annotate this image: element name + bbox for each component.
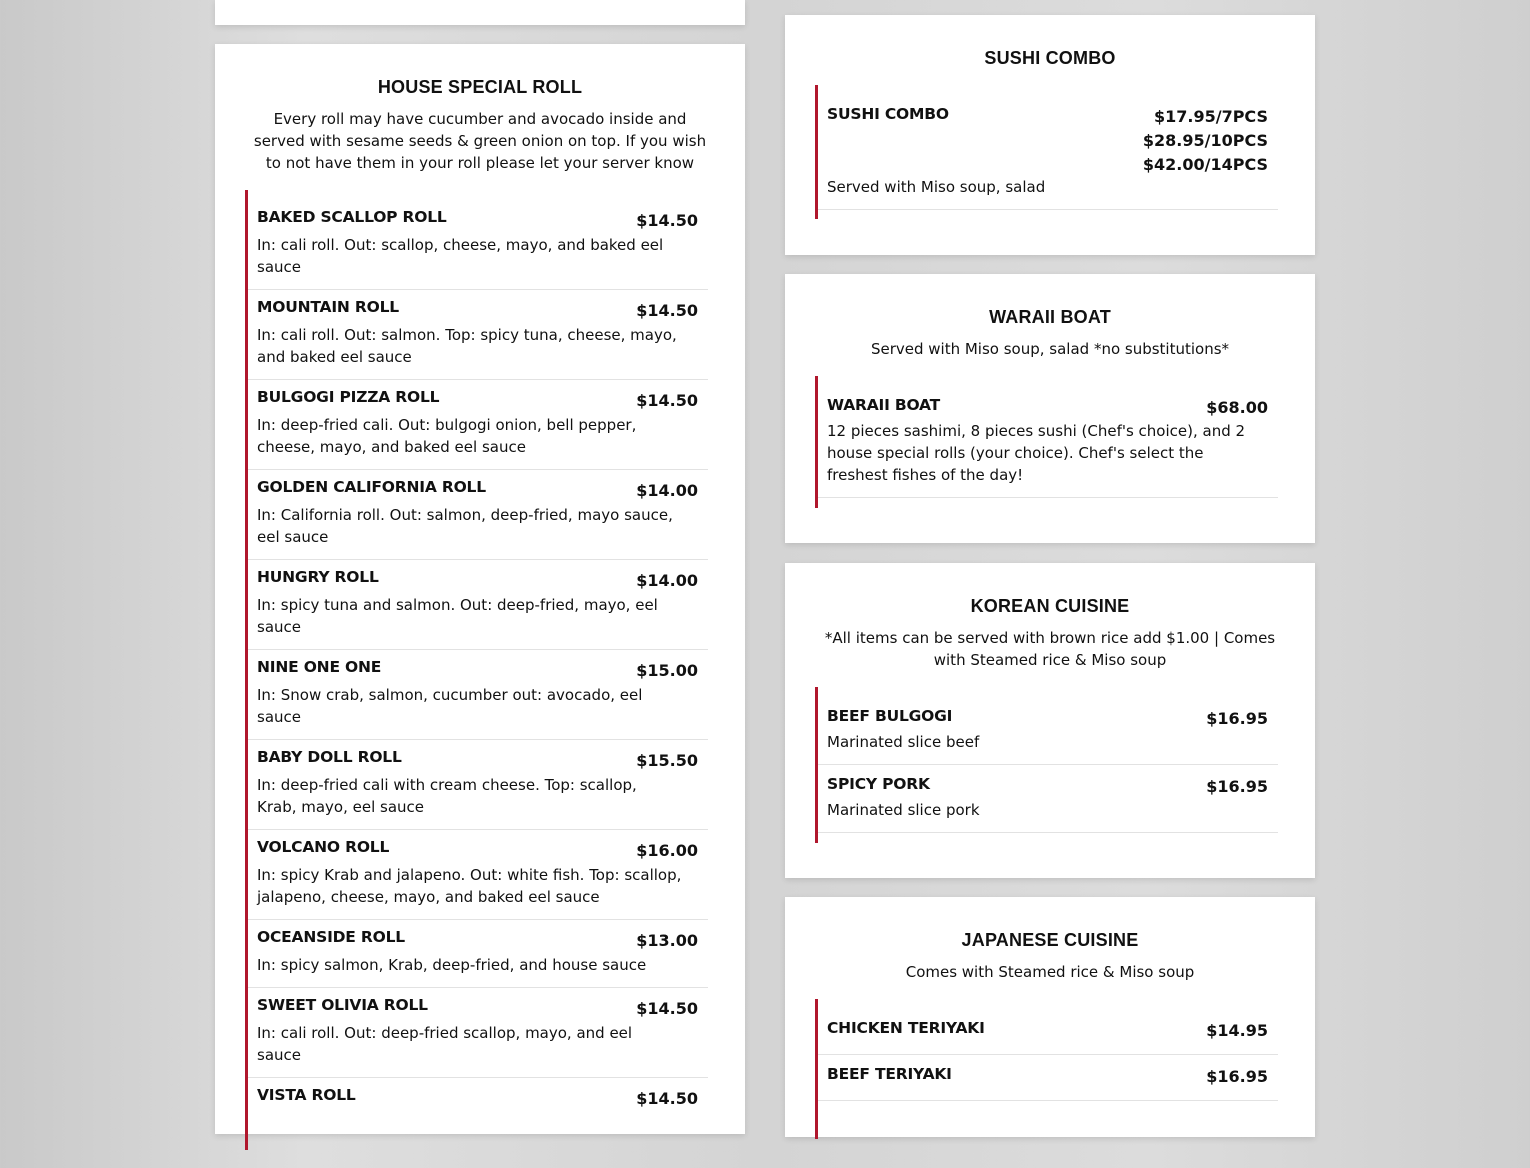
- menu-item-description: In: cali roll. Out: scallop, cheese, mayo, and baked eel: [257, 236, 664, 254]
- menu-item-name: MOUNTAIN ROLL: [257, 298, 399, 316]
- menu-item-price: $14.50: [636, 301, 698, 320]
- menu-item-list: [815, 687, 1278, 843]
- menu-item[interactable]: [248, 920, 708, 988]
- menu-item[interactable]: [248, 988, 708, 1078]
- menu-item-description: In: spicy tuna and salmon. Out: deep-fried, mayo, eel: [257, 596, 658, 614]
- menu-item-name: BAKED SCALLOP ROLL: [257, 208, 447, 226]
- menu-item-name: SWEET OLIVIA ROLL: [257, 996, 428, 1014]
- menu-item[interactable]: [818, 765, 1278, 833]
- previous-section-card: [215, 0, 745, 25]
- menu-item-description: In: Snow crab, salmon, cucumber out: avocado, eel: [257, 686, 643, 704]
- section-description-line: served with sesame seeds & green onion on top. If you wish: [253, 132, 707, 150]
- menu-item[interactable]: [248, 740, 708, 830]
- section-title: JAPANESE CUISINE: [961, 930, 1139, 950]
- menu-item[interactable]: [248, 650, 708, 740]
- waraii-boat-card: [785, 274, 1315, 543]
- sushi-combo-card: [785, 15, 1315, 255]
- menu-item-price: $28.95/10PCS: [1142, 131, 1268, 150]
- menu-item-description: jalapeno, cheese, mayo, and baked eel sauce: [257, 888, 600, 906]
- menu-item-description: Served with Miso soup, salad: [827, 178, 1046, 196]
- section-description: Comes with Steamed rice & Miso soup: [905, 963, 1195, 981]
- section-title: WARAII BOAT: [989, 307, 1111, 327]
- menu-item-name: SPICY PORK: [827, 775, 930, 793]
- menu-item-description: sauce: [257, 258, 301, 276]
- menu-item-description: In: spicy salmon, Krab, deep-fried, and house sauce: [257, 956, 647, 974]
- menu-item-price: $14.50: [636, 1089, 698, 1108]
- menu-item-description: In: cali roll. Out: salmon. Top: spicy tuna, cheese, mayo,: [257, 326, 677, 344]
- menu-item-price: $68.00: [1206, 398, 1268, 417]
- menu-item-name: BEEF TERIYAKI: [827, 1065, 952, 1083]
- menu-item-price: $15.00: [636, 661, 698, 680]
- menu-item-price: $14.50: [636, 391, 698, 410]
- menu-item-description: In: deep-fried cali with cream cheese. Top: scallop,: [257, 776, 637, 794]
- menu-item[interactable]: [248, 290, 708, 380]
- menu-item-price: $16.00: [636, 841, 698, 860]
- menu-item[interactable]: [818, 999, 1278, 1055]
- section-description: Served with Miso soup, salad *no substitutions*: [870, 340, 1230, 358]
- menu-item-price: $15.50: [636, 751, 698, 770]
- menu-item-price: $16.95: [1206, 1067, 1268, 1086]
- japanese-cuisine-card: [785, 897, 1315, 1137]
- menu-item[interactable]: [248, 470, 708, 560]
- menu-item-name: HUNGRY ROLL: [257, 568, 379, 586]
- menu-item-list: [815, 999, 1278, 1139]
- menu-item-name: BEEF BULGOGI: [827, 707, 953, 725]
- menu-item-name: BULGOGI PIZZA ROLL: [257, 388, 440, 406]
- korean-cuisine-card: [785, 563, 1315, 878]
- menu-item-list: [815, 376, 1278, 508]
- menu-item-name: CHICKEN TERIYAKI: [827, 1019, 985, 1037]
- menu-item[interactable]: [248, 1078, 708, 1168]
- menu-item[interactable]: [818, 1055, 1278, 1101]
- menu-item-name: WARAII BOAT: [827, 396, 940, 414]
- menu-item-name: GOLDEN CALIFORNIA ROLL: [257, 478, 486, 496]
- section-title: HOUSE SPECIAL ROLL: [377, 77, 583, 97]
- house-special-roll-card: [215, 44, 745, 1134]
- menu-item-price: $14.50: [636, 999, 698, 1018]
- menu-item-description: Marinated slice pork: [827, 801, 980, 819]
- menu-item-name: SUSHI COMBO: [827, 105, 949, 123]
- menu-item-description: 12 pieces sashimi, 8 pieces sushi (Chef's choice), and 2: [827, 422, 1246, 440]
- menu-item-description: Krab, mayo, eel sauce: [257, 798, 425, 816]
- menu-item-description: freshest fishes of the day!: [827, 466, 1024, 484]
- menu-item-name: VOLCANO ROLL: [257, 838, 390, 856]
- menu-item-price: $16.95: [1206, 777, 1268, 796]
- menu-item-description: cheese, mayo, and baked eel sauce: [257, 438, 526, 456]
- menu-item-description: In: cali roll. Out: deep-fried scallop, mayo, and eel: [257, 1024, 633, 1042]
- menu-item-price: $14.00: [636, 481, 698, 500]
- section-description-line: *All items can be served with brown rice add $1.00 | Comes: [824, 629, 1276, 647]
- menu-item-description: house special rolls (your choice). Chef's select the: [827, 444, 1204, 462]
- menu-item-list: [245, 190, 708, 1150]
- menu-item-list: [815, 85, 1278, 219]
- menu-item[interactable]: [818, 376, 1278, 498]
- menu-item[interactable]: [818, 687, 1278, 765]
- menu-item-description: In: California roll. Out: salmon, deep-fried, mayo sauce,: [257, 506, 673, 524]
- menu-item-description: eel sauce: [257, 528, 329, 546]
- menu-item[interactable]: [818, 85, 1278, 210]
- menu-item-description: sauce: [257, 708, 301, 726]
- menu-item-name: NINE ONE ONE: [257, 658, 382, 676]
- menu-item-price: $14.00: [636, 571, 698, 590]
- menu-item-description: sauce: [257, 618, 301, 636]
- menu-item-description: In: spicy Krab and jalapeno. Out: white fish. Top: scallop,: [257, 866, 682, 884]
- menu-item-description: and baked eel sauce: [257, 348, 412, 366]
- menu-item-price: $16.95: [1206, 709, 1268, 728]
- section-title: SUSHI COMBO: [984, 48, 1116, 68]
- menu-item-price: $17.95/7PCS: [1153, 107, 1268, 126]
- menu-item[interactable]: [248, 830, 708, 920]
- section-title: KOREAN CUISINE: [970, 596, 1130, 616]
- menu-item[interactable]: [248, 190, 708, 290]
- menu-item-description: Marinated slice beef: [827, 733, 980, 751]
- menu-item-description: In: deep-fried cali. Out: bulgogi onion, bell pepper,: [257, 416, 637, 434]
- menu-item-description: sauce: [257, 1046, 301, 1064]
- menu-item-name: VISTA ROLL: [257, 1086, 356, 1104]
- section-description-line: Every roll may have cucumber and avocado inside and: [273, 110, 687, 128]
- menu-item-price: $42.00/14PCS: [1142, 155, 1268, 174]
- menu-item-name: BABY DOLL ROLL: [257, 748, 402, 766]
- menu-item[interactable]: [248, 380, 708, 470]
- menu-item[interactable]: [248, 560, 708, 650]
- menu-item-price: $13.00: [636, 931, 698, 950]
- menu-item-price: $14.50: [636, 211, 698, 230]
- menu-item-price: $14.95: [1206, 1021, 1268, 1040]
- menu-item-name: OCEANSIDE ROLL: [257, 928, 405, 946]
- section-description-line: with Steamed rice & Miso soup: [933, 651, 1167, 669]
- section-description-line: to not have them in your roll please let your server know: [265, 154, 695, 172]
